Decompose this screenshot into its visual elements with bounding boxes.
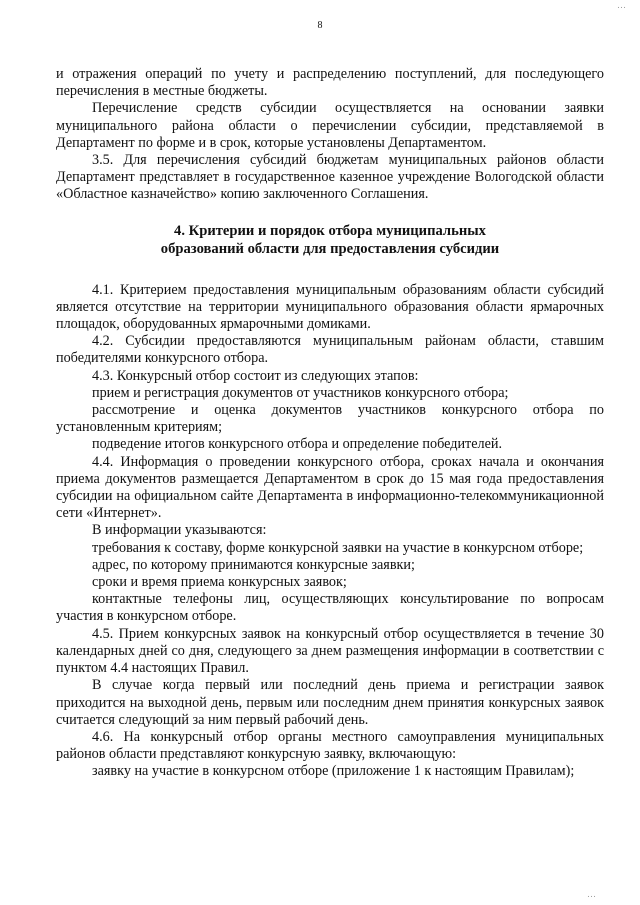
paragraph-4-3: 4.3. Конкурсный отбор состоит из следующих этапов: [92, 367, 419, 384]
page-number: 8 [317, 20, 323, 31]
section-heading-line-2: образований области для предоставления субсидии [160, 240, 500, 257]
paragraph: Перечисление средств субсидии осуществляется на основании заявки муниципального района области о перечислении субсидии, представляемой в Департамент по форме и в срок, которые установлены Департаментом. [56, 100, 604, 151]
paragraph-4-4: 4.4. Информация о проведении конкурсного отбора, сроках начала и окончания приема документов размещается Департаментом в срок до 15 мая года предоставления субсидии на официальном сайте Департамента в информационно-телекоммуникационной сети «Интернет». [56, 453, 604, 522]
list-item: прием и регистрация документов от участников конкурсного отбора; [92, 384, 509, 401]
paragraph-4-2: 4.2. Субсидии предоставляются муниципальным районам области, ставшим победителями конкурсного отбора. [56, 333, 604, 367]
section-heading-line-1: 4. Критерии и порядок отбора муниципальных [174, 222, 486, 239]
paragraph-4-6: 4.6. На конкурсный отбор органы местного самоуправления муниципальных районов области представляют конкурсную заявку, включающую: [56, 728, 604, 763]
paragraph: В информации указываются: [92, 522, 267, 539]
list-item: рассмотрение и оценка документов участников конкурсного отбора по установленным критериям; [56, 402, 604, 436]
list-item: адрес, по которому принимаются конкурсные заявки; [92, 556, 415, 573]
list-item: заявку на участие в конкурсном отборе (приложение 1 к настоящим Правилам); [92, 763, 575, 780]
paragraph-4-5: 4.5. Прием конкурсных заявок на конкурсный отбор осуществляется в течение 30 календарных дней со дня, следующего за днем размещения информации в соответствии с пунктом 4.4 настоящих Правил. [56, 625, 604, 677]
corner-mark-bottom: … [587, 889, 598, 899]
document-body [56, 66, 604, 781]
paragraph: В случае когда первый или последний день приема и регистрации заявок приходится на выходной день, первым или последним днем принятия конкурсных заявок считается следующий за ним первый рабочий день. [56, 677, 604, 728]
paragraph-4-1: 4.1. Критерием предоставления муниципальным образованиям области субсидий является отсутствие на территории муниципального образования области ярмарочных площадок, оборудованных ярмарочными домиками. [56, 281, 604, 333]
list-item: требования к составу, форме конкурсной заявки на участие в конкурсном отборе; [92, 539, 584, 556]
list-item: сроки и время приема конкурсных заявок; [92, 574, 347, 591]
section-heading [56, 222, 604, 258]
paragraph-3-5: 3.5. Для перечисления субсидий бюджетам муниципальных районов области Департамент представляет в государственное казенное учреждение Вологодской области «Областное казначейство» копию заключенного Соглашения. [56, 152, 604, 203]
list-item: контактные телефоны лиц, осуществляющих консультирование по вопросам участия в конкурсном отборе. [56, 591, 604, 625]
corner-mark-top: … [617, 0, 628, 10]
paragraph-continuation: и отражения операций по учету и распределению поступлений, для последующего перечисления в местные бюджеты. [56, 66, 604, 100]
list-item: подведение итогов конкурсного отбора и определение победителей. [92, 436, 503, 453]
